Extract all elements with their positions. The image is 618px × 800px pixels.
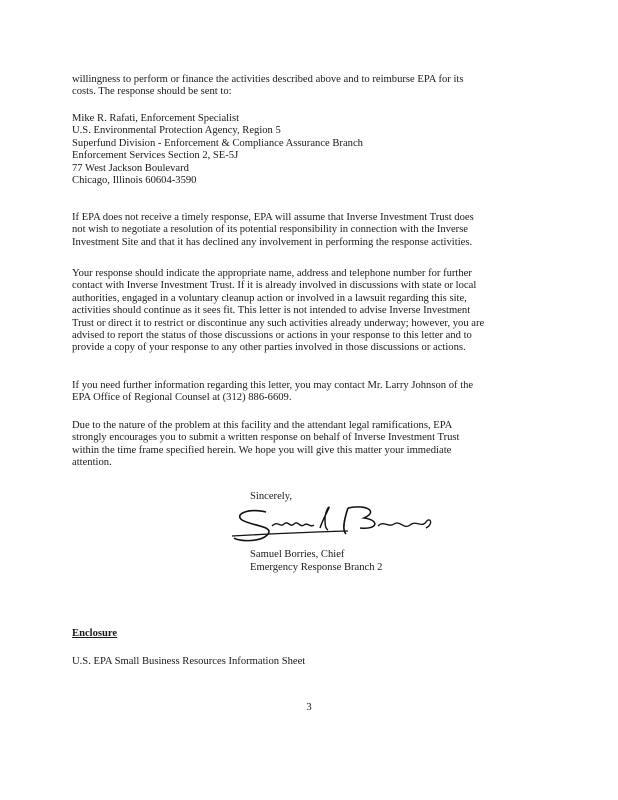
intro-paragraph (72, 74, 550, 99)
urge-paragraph (72, 420, 550, 470)
salutation: Sincerely, (250, 491, 292, 502)
contact-paragraph (72, 380, 550, 405)
address-line: Superfund Division - Enforcement & Compliance Assurance Branch (72, 137, 363, 149)
paragraph-line: strongly encourages you to submit a written response on behalf of Inverse Investment Trust (72, 432, 460, 444)
signature-block (250, 548, 382, 574)
paragraph-line: If EPA does not receive a timely response, EPA will assume that Inverse Investment Trust does (72, 212, 474, 223)
enclosure-heading (72, 628, 550, 640)
no-response-paragraph (72, 212, 550, 249)
paragraph-line: Investment Site and that it has declined any involvement in performing the response activities. (72, 236, 473, 248)
response-paragraph (72, 268, 550, 355)
paragraph-line: contact with Inverse Investment Trust. If it is already involved in discussions with state or local (72, 280, 477, 292)
enclosure-label: Enclosure (72, 628, 118, 639)
page-number: 3 (306, 702, 312, 713)
paragraph-line: advised to report the status of those discussions or actions in your response to this letter and to (72, 330, 472, 342)
address-line: Mike R. Rafati, Enforcement Specialist (72, 113, 240, 124)
intro-line: willingness to perform or finance the activities described above and to reimburse EPA for its (72, 74, 464, 85)
address-line: Enforcement Services Section 2, SE-5J (72, 150, 239, 162)
address-line: Chicago, Illinois 60604-3590 (72, 175, 197, 187)
enclosure-item-text: U.S. EPA Small Business Resources Information Sheet (72, 656, 306, 667)
address-line: 77 West Jackson Boulevard (72, 162, 189, 174)
paragraph-line: provide a copy of your response to any other parties involved in those discussions or actions. (72, 342, 466, 354)
address-block (72, 113, 550, 187)
address-line: U.S. Environmental Protection Agency, Region 5 (72, 125, 281, 137)
intro-line: costs. The response should be sent to: (72, 86, 232, 98)
paragraph-line: Due to the nature of the problem at this facility and the attendant legal ramifications, EPA (72, 420, 453, 431)
paragraph-line: Trust or direct it to restrict or discontinue any such activities already underway; however, you are (72, 317, 485, 329)
paragraph-line: attention. (72, 457, 112, 469)
handwritten-signature (228, 498, 448, 548)
paragraph-line: within the time frame specified herein. We hope you will give this matter your immediate (72, 444, 452, 456)
paragraph-line: authorities, engaged in a voluntary cleanup action or involved in a lawsuit regarding this site, (72, 292, 467, 304)
paragraph-line: not wish to negotiate a resolution of its potential responsibility in connection with the Inverse (72, 224, 469, 236)
signer-title: Emergency Response Branch 2 (250, 562, 383, 573)
paragraph-line: If you need further information regarding this letter, you may contact Mr. Larry Johnson of the (72, 380, 474, 391)
enclosure-item (72, 656, 550, 668)
paragraph-line: EPA Office of Regional Counsel at (312) 886-6609. (72, 392, 292, 404)
paragraph-line: activities should continue as it sees fit. This letter is not intended to advise Inverse Investment (72, 305, 471, 317)
paragraph-line: Your response should indicate the appropriate name, address and telephone number for further (72, 268, 472, 279)
signer-name: Samuel Borries, Chief (250, 549, 345, 560)
